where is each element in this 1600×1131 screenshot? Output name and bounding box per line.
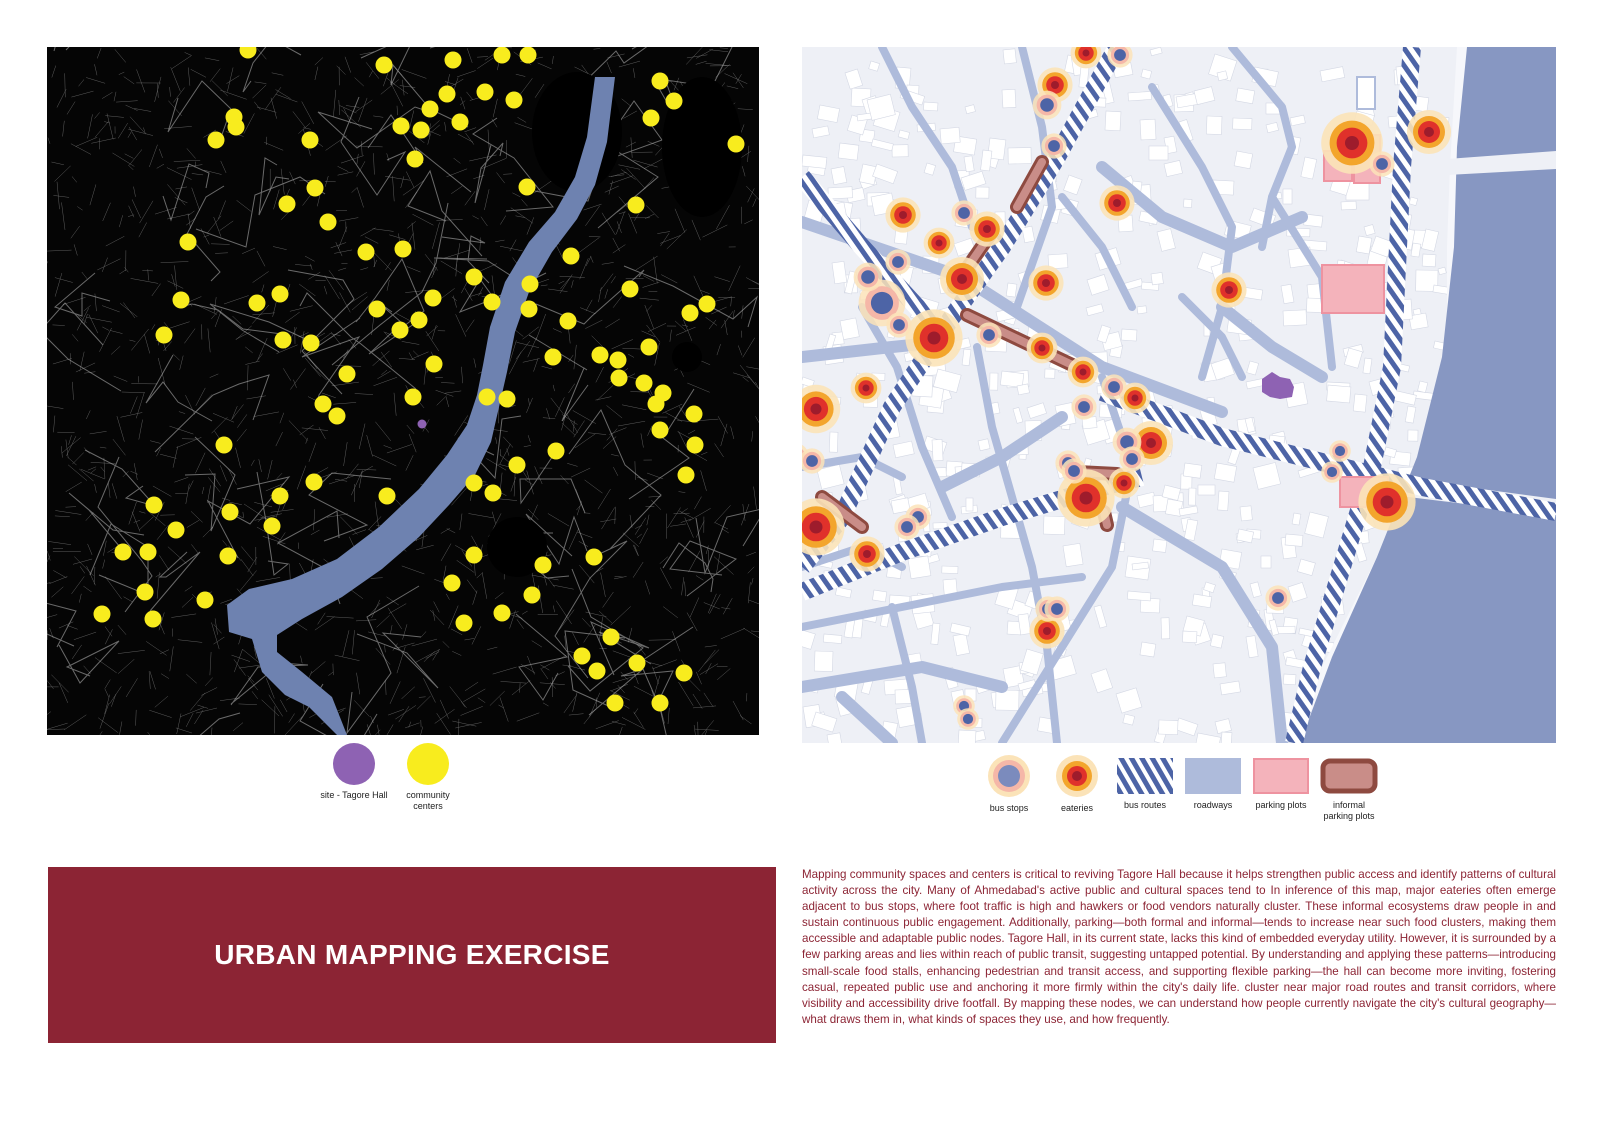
community-center-dot — [379, 488, 396, 505]
community-center-dot — [413, 122, 430, 139]
map-background — [47, 47, 759, 735]
bus-stop-core — [861, 270, 875, 284]
community-center-dot — [586, 549, 603, 566]
legend-community-label: community centers — [406, 790, 450, 811]
community-center-dot — [411, 312, 428, 329]
community-center-dot — [628, 197, 645, 214]
eatery-center — [1113, 199, 1121, 207]
bus-stop-marker-icon — [986, 753, 1032, 799]
community-center-dot — [560, 313, 577, 330]
legend-parking-plots — [1247, 753, 1315, 811]
community-center-dot — [228, 119, 245, 136]
community-centers-map — [47, 47, 759, 735]
legend-roadways — [1179, 753, 1247, 811]
bus-stop-core — [963, 714, 973, 724]
legend-site-label: site - Tagore Hall — [320, 790, 388, 800]
community-center-dot — [392, 322, 409, 339]
community-center-dot — [652, 422, 669, 439]
eatery-marker-icon — [1054, 753, 1100, 799]
bus-stop-core — [1108, 381, 1120, 393]
parking-plot — [1322, 265, 1384, 313]
community-center-dot — [303, 335, 320, 352]
bus-stop-core — [871, 292, 893, 314]
title-banner — [48, 867, 776, 1043]
legend-bus-stops — [975, 753, 1043, 814]
community-center-dot — [524, 587, 541, 604]
eatery-center — [1080, 492, 1093, 505]
eatery-center — [957, 274, 967, 284]
community-center-dot — [279, 196, 296, 213]
community-center-dot — [535, 557, 552, 574]
community-center-dot — [466, 547, 483, 564]
community-center-dot — [629, 655, 646, 672]
community-center-dot — [499, 391, 516, 408]
tagore-hall-site — [418, 420, 427, 429]
community-center-dot — [521, 301, 538, 318]
community-center-dot — [445, 52, 462, 69]
community-center-dot — [320, 214, 337, 231]
legend-parking-plots-label: parking plots — [1255, 800, 1307, 810]
community-center-dot — [484, 294, 501, 311]
community-center-dot — [156, 327, 173, 344]
community-center-dot — [146, 497, 163, 514]
site-dot-icon — [332, 742, 376, 786]
legend-bus-routes-label: bus routes — [1123, 800, 1167, 810]
building-outline — [1357, 77, 1375, 109]
bus-route-hatch-icon — [1117, 756, 1173, 796]
informal-parking-swatch-icon — [1320, 756, 1378, 796]
community-center-dot — [522, 276, 539, 293]
bus-stop-core — [1327, 467, 1337, 477]
community-center-dot — [466, 269, 483, 286]
community-center-dot — [545, 349, 562, 366]
community-center-dot — [426, 356, 443, 373]
community-center-dot — [652, 695, 669, 712]
bus-stop-core — [1048, 140, 1060, 152]
bus-stop-core — [1272, 592, 1284, 604]
legend-site — [318, 742, 390, 801]
bus-stop-core — [806, 455, 818, 467]
eatery-center — [810, 521, 823, 534]
community-center-dot — [485, 485, 502, 502]
bus-stop-core — [1068, 465, 1080, 477]
community-center-dot — [520, 47, 537, 64]
community-center-dot — [506, 92, 523, 109]
bus-stop-core — [901, 521, 913, 533]
transit-map-legend — [975, 753, 1383, 822]
eatery-center — [863, 550, 871, 558]
roadway-swatch-icon — [1185, 756, 1241, 796]
community-center-dot — [477, 84, 494, 101]
community-center-dot — [197, 592, 214, 609]
eatery-center — [1225, 286, 1233, 294]
eatery-center — [1043, 627, 1051, 635]
community-center-dot — [456, 615, 473, 632]
community-center-dot — [589, 663, 606, 680]
community-center-dot — [678, 467, 695, 484]
legend-eateries-label: eateries — [1060, 803, 1094, 813]
legend-informal-parking — [1315, 753, 1383, 822]
community-center-dot — [208, 132, 225, 149]
eatery-center — [936, 240, 943, 247]
bus-stop-core — [1335, 446, 1345, 456]
legend-informal-parking-label: informal parking plots — [1323, 800, 1375, 821]
bus-stop-core — [892, 256, 904, 268]
community-center-dot — [641, 339, 658, 356]
community-center-dot — [652, 73, 669, 90]
community-center-dot — [339, 366, 356, 383]
eatery-center — [928, 332, 941, 345]
eatery-center — [983, 225, 991, 233]
community-center-dot — [222, 504, 239, 521]
community-center-dot — [622, 281, 639, 298]
community-center-dot — [329, 408, 346, 425]
bus-stop-core — [1126, 453, 1138, 465]
community-center-dot — [494, 605, 511, 622]
eatery-center — [1051, 81, 1059, 89]
community-map-legend — [318, 742, 466, 812]
eatery-center — [899, 211, 907, 219]
community-center-dot — [395, 241, 412, 258]
bus-stop-core — [893, 319, 905, 331]
community-center-dot — [275, 332, 292, 349]
legend-bus-routes — [1111, 753, 1179, 811]
bus-stop-core — [1051, 603, 1063, 615]
transit-eateries-map — [802, 47, 1556, 743]
community-center-dot — [216, 437, 233, 454]
community-center-dot — [686, 406, 703, 423]
community-center-dot — [610, 352, 627, 369]
community-center-dot — [145, 611, 162, 628]
eatery-center — [1132, 395, 1139, 402]
bus-stop-core — [983, 329, 995, 341]
community-center-dot-icon — [406, 742, 450, 786]
bus-stop-core — [958, 207, 970, 219]
open-ground-3 — [672, 342, 702, 372]
legend-roadways-label: roadways — [1193, 800, 1233, 810]
bus-stop-core — [1376, 158, 1388, 170]
community-center-dot — [636, 375, 653, 392]
bus-stop-core — [1040, 98, 1054, 112]
bus-stop-core — [1078, 401, 1090, 413]
legend-eateries — [1043, 753, 1111, 814]
description-text: Mapping community spaces and centers is critical to reviving Tagore Hall because it helps strengthen public access and identify patterns of cultural activity across the city. Many of Ahmedabad's active public and cultural spaces tend to In inference of this map, major eateries often emerge adjacent to bus stops, where foot traffic is high and hawkers or food vendors naturally cluster. These informal ecosystems draw people in and sustain continuous public engagement. Additionally, parking—both formal and informal—tends to increase near such food clusters, making them accessible and adaptable public nodes. Tagore Hall, in its current state, lacks this kind of embedded everyday utility. However, it is surrounded by a few parking areas and lies within reach of public transit, suggesting untapped potential. By understanding and applying these patterns—introducing small-scale food stalls, enhancing pedestrian and transit access, and supporting flexible parking—the hall can become more inviting, fostering casual, repeated public use and anchoring it more firmly within the city's daily life. cluster near major road routes and transit corridors, where visibility and accessibility drive footfall. By mapping these nodes, we can understand how people currently navigate the city's cultural geography—what draws them in, what kinds of spaces they use, and how frequently. — [802, 868, 1556, 1026]
community-center-dot — [393, 118, 410, 135]
eatery-center — [811, 404, 822, 415]
community-center-dot — [444, 575, 461, 592]
legend-community-centers — [392, 742, 464, 812]
community-center-dot — [425, 290, 442, 307]
community-center-dot — [479, 389, 496, 406]
community-center-dot — [302, 132, 319, 149]
community-center-dot — [603, 629, 620, 646]
community-center-dot — [611, 370, 628, 387]
community-center-dot — [648, 396, 665, 413]
community-center-dot — [466, 475, 483, 492]
community-center-dot — [376, 57, 393, 74]
community-center-dot — [180, 234, 197, 251]
community-center-dot — [519, 179, 536, 196]
community-center-dot — [682, 305, 699, 322]
community-center-dot — [272, 488, 289, 505]
community-center-dot — [173, 292, 190, 309]
eatery-center — [1042, 279, 1050, 287]
community-center-dot — [422, 101, 439, 118]
eatery-center — [1121, 480, 1128, 487]
community-center-dot — [137, 584, 154, 601]
community-center-dot — [574, 648, 591, 665]
eatery-center — [1083, 50, 1090, 57]
community-center-dot — [452, 114, 469, 131]
community-center-dot — [607, 695, 624, 712]
community-center-dot — [592, 347, 609, 364]
community-center-dot — [407, 151, 424, 168]
eatery-center — [1146, 438, 1156, 448]
community-center-dot — [687, 437, 704, 454]
community-center-dot — [115, 544, 132, 561]
eatery-center — [1345, 136, 1359, 150]
community-center-dot — [509, 457, 526, 474]
community-center-dot — [643, 110, 660, 127]
eatery-center — [1080, 369, 1087, 376]
bus-stop-core — [1114, 49, 1126, 61]
parking-plot-swatch-icon — [1253, 756, 1309, 796]
community-center-dot — [94, 606, 111, 623]
community-center-dot — [307, 180, 324, 197]
community-center-dot — [494, 47, 511, 64]
community-center-dot — [728, 136, 745, 153]
community-center-dot — [676, 665, 693, 682]
community-center-dot — [369, 301, 386, 318]
community-center-dot — [249, 295, 266, 312]
page-title: URBAN MAPPING EXERCISE — [214, 939, 610, 970]
eatery-center — [863, 385, 870, 392]
community-center-dot — [315, 396, 332, 413]
community-center-dot — [306, 474, 323, 491]
community-center-dot — [405, 389, 422, 406]
community-center-dot — [220, 548, 237, 565]
community-center-dot — [666, 93, 683, 110]
eatery-center — [1039, 345, 1046, 352]
eatery-center — [1381, 496, 1394, 509]
community-center-dot — [168, 522, 185, 539]
community-center-dot — [548, 443, 565, 460]
community-center-dot — [272, 286, 289, 303]
community-center-dot — [699, 296, 716, 313]
community-center-dot — [563, 248, 580, 265]
community-center-dot — [439, 86, 456, 103]
community-center-dot — [140, 544, 157, 561]
eatery-center — [1424, 127, 1434, 137]
community-center-dot — [264, 518, 281, 535]
legend-bus-stops-label: bus stops — [989, 803, 1029, 813]
community-center-dot — [358, 244, 375, 261]
